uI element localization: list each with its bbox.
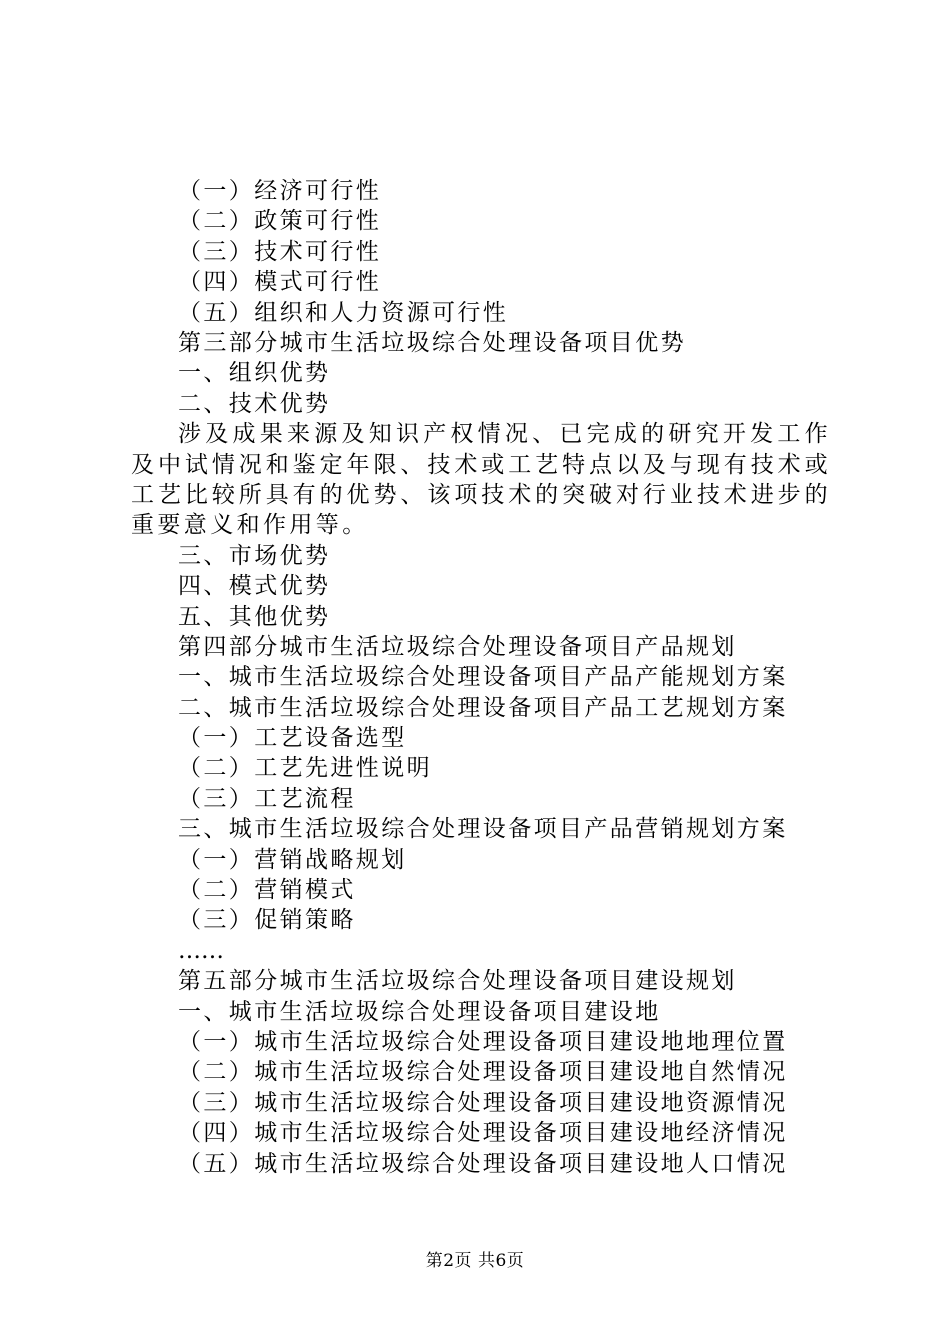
- text-line: （一）城市生活垃圾综合处理设备项目建设地地理位置: [178, 1029, 788, 1055]
- ellipsis-line: ……: [178, 937, 224, 964]
- text-line: （二）政策可行性: [178, 208, 382, 235]
- text-line: 四、模式优势: [178, 573, 331, 600]
- text-line: （一）工艺设备选型: [178, 725, 407, 752]
- text-line: 一、城市生活垃圾综合处理设备项目产品产能规划方案: [178, 664, 788, 691]
- text-line: （二）营销模式: [178, 877, 356, 904]
- page-footer: 第2页 共6页: [425, 1251, 525, 1271]
- text-line: 二、城市生活垃圾综合处理设备项目产品工艺规划方案: [178, 694, 788, 721]
- text-line: 三、城市生活垃圾综合处理设备项目产品营销规划方案: [178, 816, 788, 843]
- text-line: 一、城市生活垃圾综合处理设备项目建设地: [178, 998, 661, 1025]
- text-line: （二）工艺先进性说明: [178, 755, 432, 782]
- section-heading: 第四部分城市生活垃圾综合处理设备项目产品规划: [178, 633, 737, 660]
- text-line: 二、技术优势: [178, 390, 331, 417]
- text-line: 一、组织优势: [178, 360, 331, 387]
- section-heading: 第三部分城市生活垃圾综合处理设备项目优势: [178, 329, 686, 356]
- text-line: （三）工艺流程: [178, 785, 356, 812]
- text-line: （五）城市生活垃圾综合处理设备项目建设地人口情况: [178, 1150, 788, 1177]
- body-paragraph: 涉及成果来源及知识产权情况、已完成的研究开发工作及中试情况和鉴定年限、技术或工艺特点以及与现有技术或工艺比较所具有的优势、该项技术的突破对行业技术进步的重要意义和作用等。: [131, 421, 831, 539]
- text-line: 五、其他优势: [178, 603, 331, 630]
- text-line: （二）城市生活垃圾综合处理设备项目建设地自然情况: [178, 1059, 788, 1086]
- document-body: [131, 176, 831, 1179]
- text-line: （三）城市生活垃圾综合处理设备项目建设地资源情况: [178, 1089, 788, 1116]
- text-line: （一）营销战略规划: [178, 846, 407, 873]
- text-line: （三）技术可行性: [178, 238, 382, 265]
- text-line: （一）经济可行性: [178, 178, 382, 204]
- text-line: （五）组织和人力资源可行性: [178, 299, 509, 326]
- text-line: （三）促销策略: [178, 907, 356, 934]
- text-line: （四）模式可行性: [178, 269, 382, 296]
- text-line: （四）城市生活垃圾综合处理设备项目建设地经济情况: [178, 1120, 788, 1147]
- section-heading: 第五部分城市生活垃圾综合处理设备项目建设规划: [178, 968, 737, 995]
- text-line: 三、市场优势: [178, 542, 331, 569]
